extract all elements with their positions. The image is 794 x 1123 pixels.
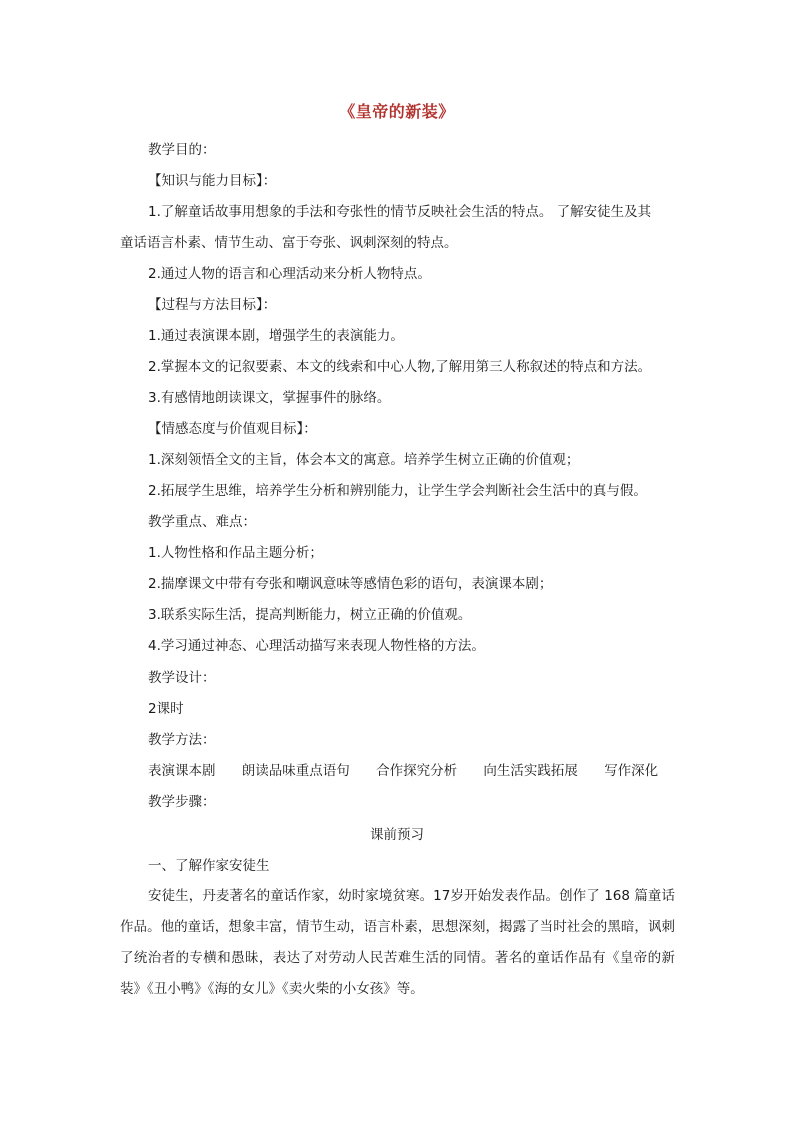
methods-list (148, 762, 658, 780)
methods-heading: 教学方法： (148, 732, 216, 748)
knowledge-item-1-line-1: 1.了解童话故事用想象的手法和夸张性的情节反映社会生活的特点。 了解安徒生及其 (148, 204, 652, 220)
method-5: 写作深化 (604, 763, 659, 779)
method-4: 向生活实践拓展 (483, 763, 578, 779)
steps-heading: 教学步骤： (148, 794, 216, 810)
design-heading: 教学设计： (148, 670, 216, 686)
process-item-1: 1.通过表演课本剧，增强学生的表演能力。 (148, 328, 404, 344)
emotion-item-1: 1.深刻领悟全文的主旨，体会本文的寓意。培养学生树立正确的价值观； (148, 452, 580, 468)
process-item-2: 2.掌握本文的记叙要素、本文的线索和中心人物,了解用第三人称叙述的特点和方法。 (148, 359, 652, 375)
emotion-item-2: 2.拓展学生思维，培养学生分析和辨别能力，让学生学会判断社会生活中的真与假。 (148, 483, 647, 499)
document-title: 《皇帝的新装》 (339, 102, 455, 121)
key-point-1: 1.人物性格和作品主题分析； (148, 545, 323, 561)
design-hours: 2课时 (148, 701, 184, 717)
knowledge-heading: 【知识与能力目标】： (148, 173, 277, 189)
key-points-heading: 教学重点、难点： (148, 514, 256, 530)
emotion-heading: 【情感态度与价值观目标】： (148, 421, 317, 437)
method-3: 合作探究分析 (376, 763, 458, 779)
key-point-2: 2.揣摩课文中带有夸张和嘲讽意味等感情色彩的语句，表演课本剧； (148, 576, 553, 592)
method-1: 表演课本剧 (148, 763, 216, 779)
process-heading: 【过程与方法目标】： (148, 297, 277, 313)
knowledge-item-1-line-2: 童话语言朴素、情节生动、富于夸张、讽刺深刻的特点。 (120, 235, 458, 251)
key-point-3: 3.联系实际生活，提高判断能力，树立正确的价值观。 (148, 607, 472, 623)
method-2: 朗读品味重点语句 (241, 763, 350, 779)
preview-heading: 课前预习 (370, 827, 424, 843)
key-point-4: 4.学习通过神态、心理活动描写来表现人物性格的方法。 (148, 638, 485, 654)
knowledge-item-2: 2.通过人物的语言和心理活动来分析人物特点。 (148, 266, 431, 282)
objectives-heading: 教学目的： (148, 142, 216, 158)
process-item-3: 3.有感情地朗读课文，掌握事件的脉络。 (148, 390, 391, 406)
section-1-heading: 一、了解作家安徒生 (148, 858, 270, 874)
author-paragraph: 安徒生，丹麦著名的童话作家，幼时家境贫寒。17岁开始发表作品。创作了 168 篇童话作品。他的童话，想象丰富，情节生动，语言朴素，思想深刻，揭露了当时社会的黑暗，讽刺了统治者的专横和愚昧，表达了对劳动人民苦难生活的同情。著名的童话作品有《皇帝的新装》《丑小鸭》《海的女儿》《卖火柴的小女孩》等。 (120, 888, 675, 997)
